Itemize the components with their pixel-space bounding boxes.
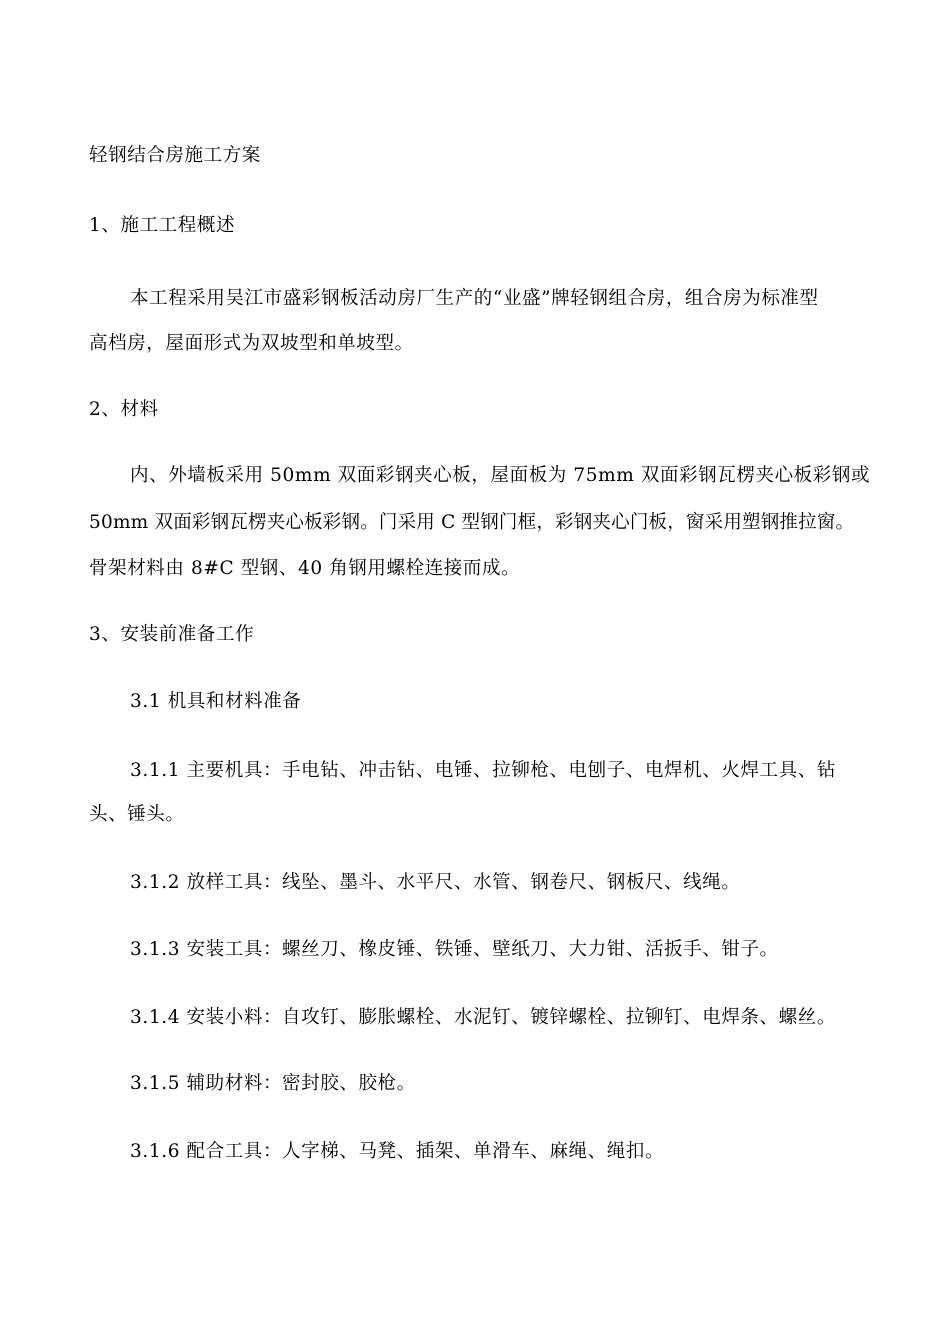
section-2-paragraph-line-2: 50mm 双面彩钢瓦楞夹心板彩钢。门采用 C 型钢门框，彩钢夹心门板，窗采用塑钢推拉窗。 bbox=[89, 512, 855, 533]
item-3-1-2: 3.1.2 放样工具：线坠、墨斗、水平尺、水管、钢卷尺、钢板尺、线绳。 bbox=[130, 872, 741, 893]
item-3-1-6: 3.1.6 配合工具：人字梯、马凳、插架、单滑车、麻绳、绳扣。 bbox=[130, 1141, 665, 1162]
section-2-heading: 2、材料 bbox=[89, 399, 159, 420]
section-3-heading: 3、安装前准备工作 bbox=[89, 624, 255, 645]
section-2-paragraph-line-3: 骨架材料由 8#C 型钢、40 角钢用螺栓连接而成。 bbox=[89, 558, 521, 579]
document-title: 轻钢结合房施工方案 bbox=[89, 145, 261, 166]
item-3-1-1-line-2: 头、锤头。 bbox=[89, 804, 185, 825]
section-2-paragraph-line-1: 内、外墙板采用 50mm 双面彩钢夹心板，屋面板为 75mm 双面彩钢瓦楞夹心板彩钢或 bbox=[130, 465, 871, 486]
section-1-paragraph-line-2: 高档房，屋面形式为双坡型和单坡型。 bbox=[89, 333, 414, 354]
item-3-1-3: 3.1.3 安装工具：螺丝刀、橡皮锤、铁锤、壁纸刀、大力钳、活扳手、钳子。 bbox=[130, 939, 779, 960]
section-3-1-heading: 3.1 机具和材料准备 bbox=[130, 691, 302, 712]
item-3-1-4: 3.1.4 安装小料：自攻钉、膨胀螺栓、水泥钉、镀锌螺栓、拉铆钉、电焊条、螺丝。 bbox=[130, 1007, 836, 1028]
section-1-heading: 1、施工工程概述 bbox=[89, 215, 236, 236]
item-3-1-5: 3.1.5 辅助材料：密封胶、胶枪。 bbox=[130, 1073, 416, 1094]
section-1-paragraph-line-1: 本工程采用吴江市盛彩钢板活动房厂生产的“业盛”牌轻钢组合房，组合房为标准型 bbox=[130, 288, 819, 309]
item-3-1-1-line-1: 3.1.1 主要机具：手电钻、冲击钻、电锤、拉铆枪、电刨子、电焊机、火焊工具、钻 bbox=[130, 760, 836, 781]
